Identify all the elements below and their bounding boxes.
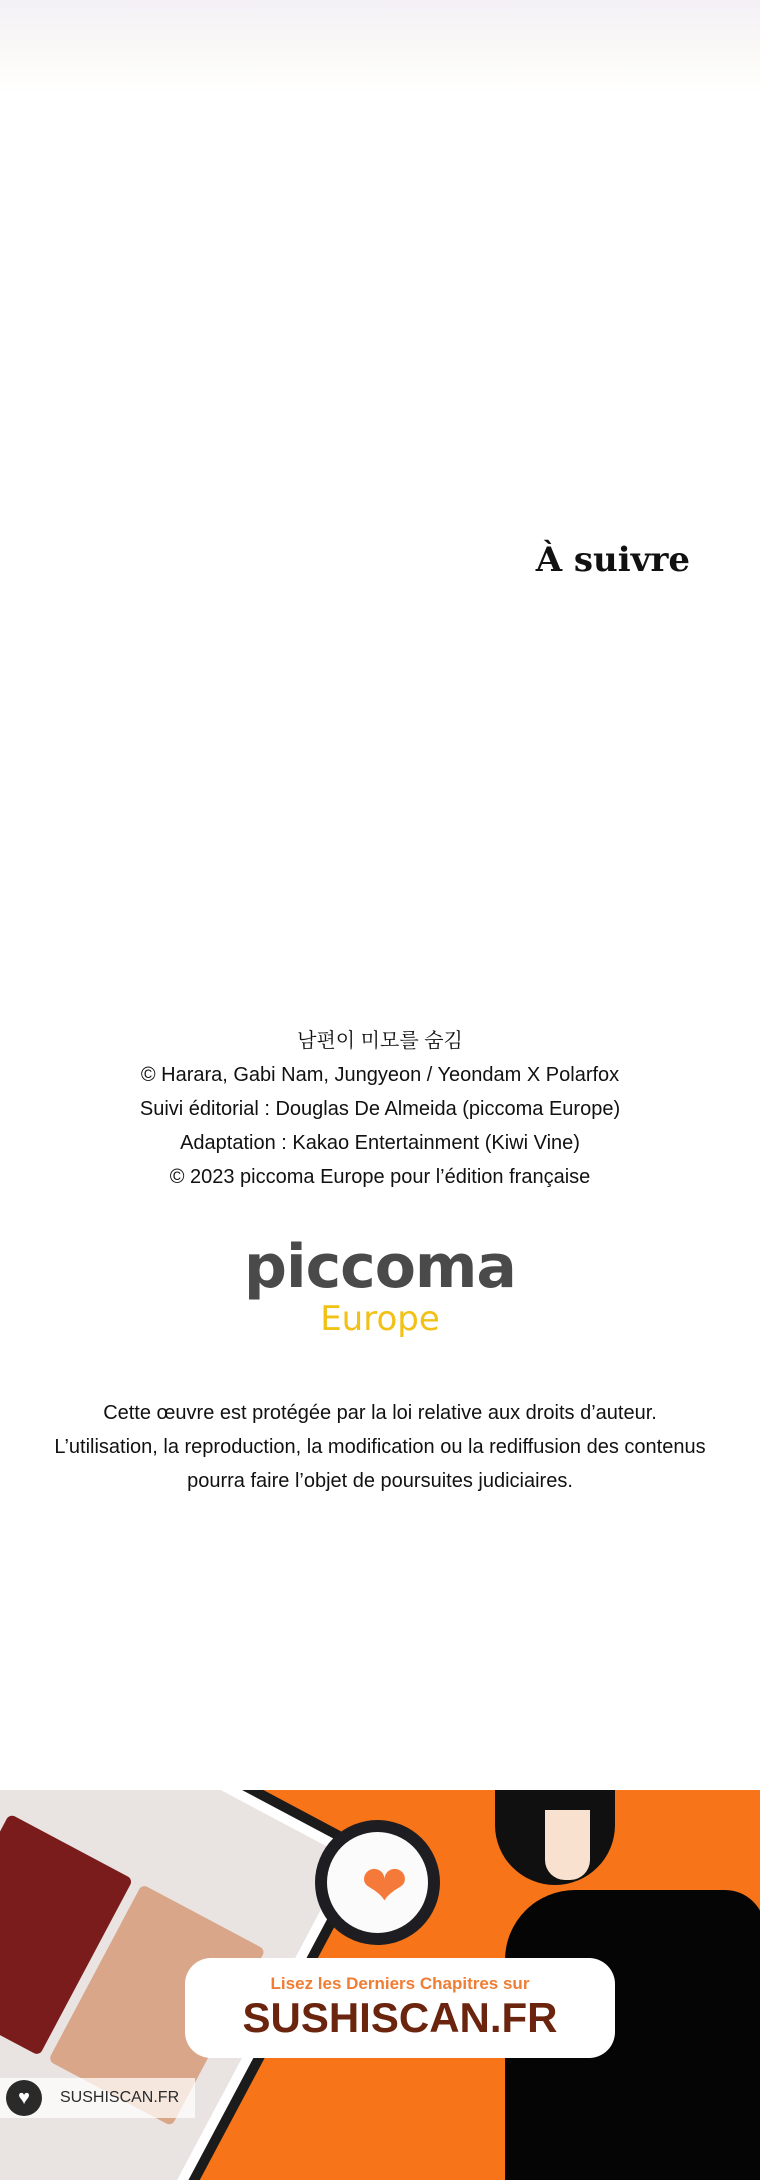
cta-subtitle: Lisez les Derniers Chapitres sur [270, 1974, 530, 1993]
character-face [545, 1810, 590, 1880]
sushiscan-cta-button[interactable] [185, 1958, 615, 2058]
a-suivre-label: À suivre [535, 540, 690, 580]
credit-line-authors: © Harara, Gabi Nam, Jungyeon / Yeondam X Polarfox [140, 1064, 620, 1086]
logo-sub-text: Europe [320, 1299, 440, 1339]
sushi-rice [327, 1832, 428, 1933]
credit-line-editorial: Suivi éditorial : Douglas De Almeida (piccoma Europe) [139, 1098, 621, 1120]
credit-line-title: 남편이 미모를 숨김 [297, 1030, 463, 1052]
heart-icon: ❤ [361, 1854, 408, 1917]
credit-line-adaptation: Adaptation : Kakao Entertainment (Kiwi Vine) [180, 1132, 580, 1154]
heart-logo-icon: ♥ [6, 2080, 42, 2116]
sushiscan-banner[interactable] [0, 1790, 760, 2180]
sushi-icon [315, 1820, 440, 1945]
decorative-flower-header [0, 0, 760, 95]
logo-main-text: piccoma [244, 1232, 516, 1302]
notice-line-3: pourra faire l’objet de poursuites judiciaires. [187, 1470, 573, 1492]
sushiscan-watermark [0, 2078, 195, 2118]
credits-block [0, 1024, 760, 1194]
notice-line-2: L’utilisation, la reproduction, la modification ou la rediffusion des contenus [54, 1436, 706, 1458]
notice-line-1: Cette œuvre est protégée par la loi relative aux droits d’auteur. [103, 1402, 657, 1424]
piccoma-europe-logo [0, 1232, 760, 1339]
cta-site-name: SUSHISCAN.FR [242, 1994, 558, 2041]
copyright-notice [0, 1396, 760, 1498]
credit-line-copyright: © 2023 piccoma Europe pour l’édition française [169, 1166, 591, 1188]
watermark-text: SUSHISCAN.FR [60, 2089, 180, 2106]
